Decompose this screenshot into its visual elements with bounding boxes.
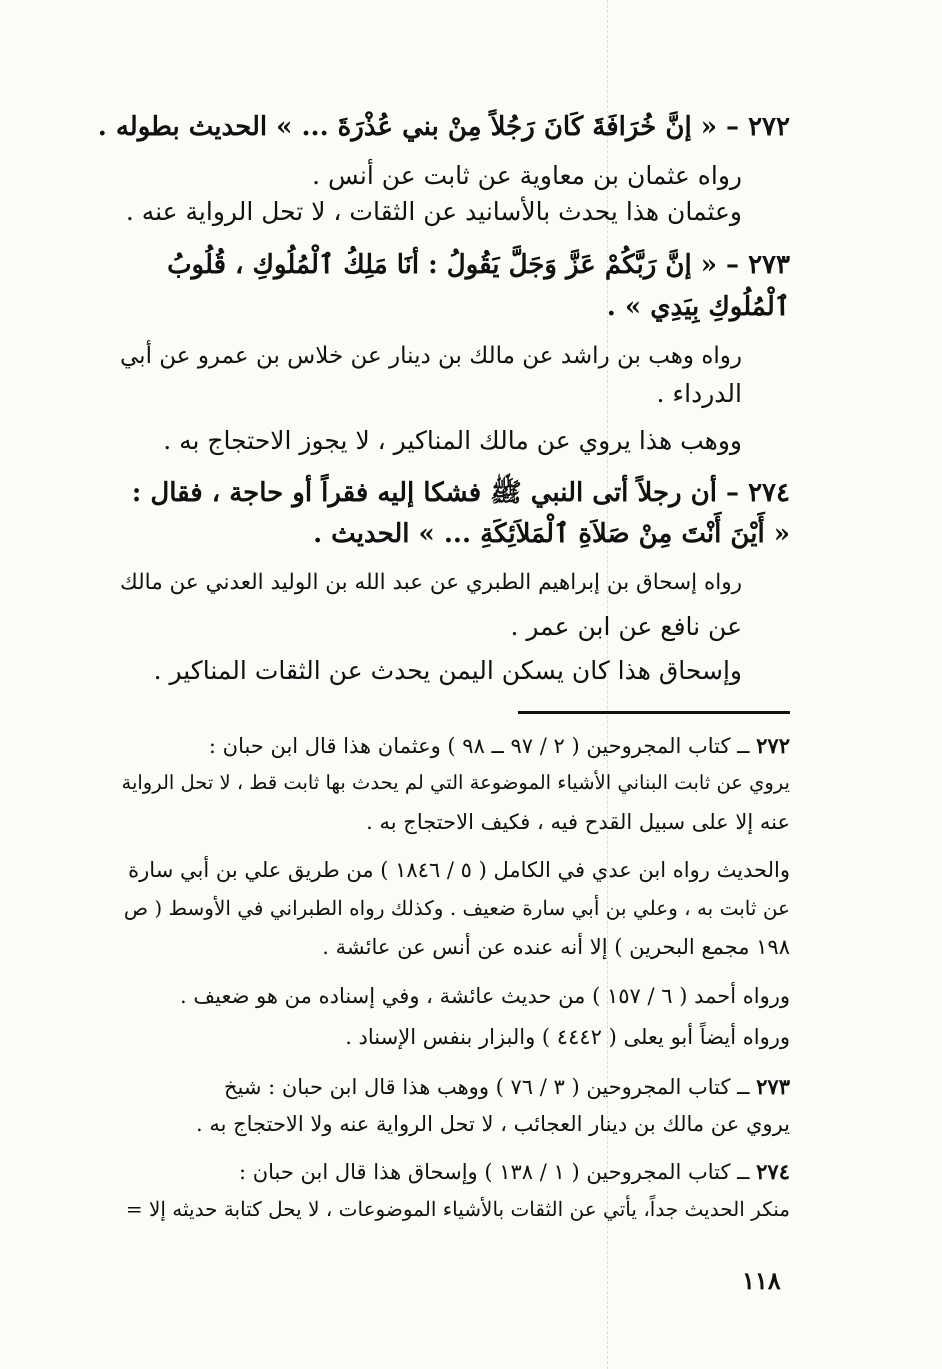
footnote-273-line-2: يروي عن مالك بن دينار العجائب ، لا تحل الرواية عنه ولا الاحتجاج به . bbox=[195, 1112, 790, 1136]
entry-272-heading bbox=[97, 112, 790, 142]
entry-272-grading: وعثمان هذا يحدث بالأسانيد عن الثقات ، لا تحل الرواية عنه . bbox=[125, 197, 742, 226]
footnote-273-number: ٢٧٣ bbox=[756, 1074, 790, 1099]
footnote-274-number: ٢٧٤ bbox=[756, 1159, 790, 1184]
footnote-274-line-2: منكر الحديث جداً، يأتي عن الثقات بالأشياء الموضوعات ، لا يحل كتابة حديثه إلا = bbox=[125, 1197, 790, 1221]
entry-273-narration-line-2: الدرداء . bbox=[656, 379, 742, 408]
entry-273-heading-line-2: ٱلْمُلُوكِ بِيَدِي » . bbox=[606, 292, 790, 322]
entry-273-heading-line-1 bbox=[167, 252, 790, 278]
footnote-272-extra-2: ورواه أحمد ( ٦ / ١٥٧ ) من حديث عائشة ، وفي إسناده من هو ضعيف . bbox=[180, 984, 790, 1008]
footnote-272-text: ــ كتاب المجروحين ( ٢ / ٩٧ ــ ٩٨ ) وعثمان هذا قال ابن حبان : bbox=[208, 734, 750, 758]
entry-274-number: ٢٧٤ bbox=[748, 478, 790, 508]
footnote-272-extra-1-line-1: والحديث رواه ابن عدي في الكامل ( ٥ / ١٨٤٦ ) من طريق علي بن أبي سارة bbox=[128, 858, 790, 882]
footnote-272-line-1 bbox=[209, 735, 790, 757]
entry-273-number: ٢٧٣ bbox=[748, 250, 790, 280]
entry-274-narration-line-2: عن نافع عن ابن عمر . bbox=[510, 612, 742, 641]
entry-274-heading-line-2: « أَيْنَ أَنْتَ مِنْ صَلاَةِ ٱلْمَلاَئِكَةِ ... » الحديث . bbox=[313, 519, 790, 549]
entry-274-narration-line-1: رواه إسحاق بن إبراهيم الطبري عن عبد الله بن الوليد العدني عن مالك bbox=[119, 570, 742, 595]
entry-272-narration: رواه عثمان بن معاوية عن ثابت عن أنس . bbox=[312, 161, 742, 190]
footnote-273-text: ــ كتاب المجروحين ( ٣ / ٧٦ ) ووهب هذا قال ابن حبان : شيخ bbox=[223, 1075, 750, 1099]
entry-273-heading-text: – « إنَّ رَبَّكُمْ عَزَّ وَجَلَّ يَقُولُ : أنَا مَلِكُ ٱلْمُلُوكِ ، قُلُوبُ bbox=[167, 250, 740, 280]
entry-274-heading-text: – أن رجلاً أتى النبي ﷺ فشكا إليه فقراً أو حاجة ، فقال : bbox=[131, 478, 740, 508]
footnote-272-line-2: يروي عن ثابت البناني الأشياء الموضوعة التي لم يحدث بها ثابت قط ، لا تحل الرواية bbox=[121, 771, 790, 794]
footnote-272-extra-1-line-2: عن ثابت به ، وعلي بن أبي سارة ضعيف . وكذلك رواه الطبراني في الأوسط ( ص bbox=[123, 896, 790, 920]
entry-272-heading-text: – « إنَّ خُرَافَةَ كَانَ رَجُلاً مِنْ بني عُذْرَةَ ... » الحديث بطوله . bbox=[97, 112, 740, 142]
page-number: ١١٨ bbox=[742, 1266, 781, 1295]
footnote-272-extra-3: ورواه أيضاً أبو يعلى ( ٤٤٤٢ ) والبزار بنفس الإسناد . bbox=[345, 1025, 790, 1049]
footnote-separator bbox=[518, 711, 790, 714]
entry-274-heading-line-1 bbox=[132, 480, 790, 506]
footnote-274-text: ــ كتاب المجروحين ( ١ / ١٣٨ ) وإسحاق هذا قال ابن حبان : bbox=[238, 1160, 750, 1184]
entry-274-grading: وإسحاق هذا كان يسكن اليمن يحدث عن الثقات المناكير . bbox=[153, 656, 742, 685]
entry-273-grading: ووهب هذا يروي عن مالك المناكير ، لا يجوز الاحتجاج به . bbox=[163, 426, 742, 455]
entry-273-narration-line-1: رواه وهب بن راشد عن مالك بن دينار عن خلاس بن عمرو عن أبي bbox=[120, 343, 742, 369]
footnote-272-extra-1-line-3: ١٩٨ مجمع البحرين ) إلا أنه عنده عن أنس عن عائشة . bbox=[322, 935, 790, 959]
footnote-274-line-1 bbox=[239, 1161, 790, 1183]
footnote-272-number: ٢٧٢ bbox=[756, 733, 790, 758]
entry-272-number: ٢٧٢ bbox=[748, 112, 790, 142]
footnote-273-line-1 bbox=[224, 1076, 790, 1098]
footnote-272-line-3: عنه إلا على سبيل القدح فيه ، فكيف الاحتجاج به . bbox=[366, 810, 790, 834]
